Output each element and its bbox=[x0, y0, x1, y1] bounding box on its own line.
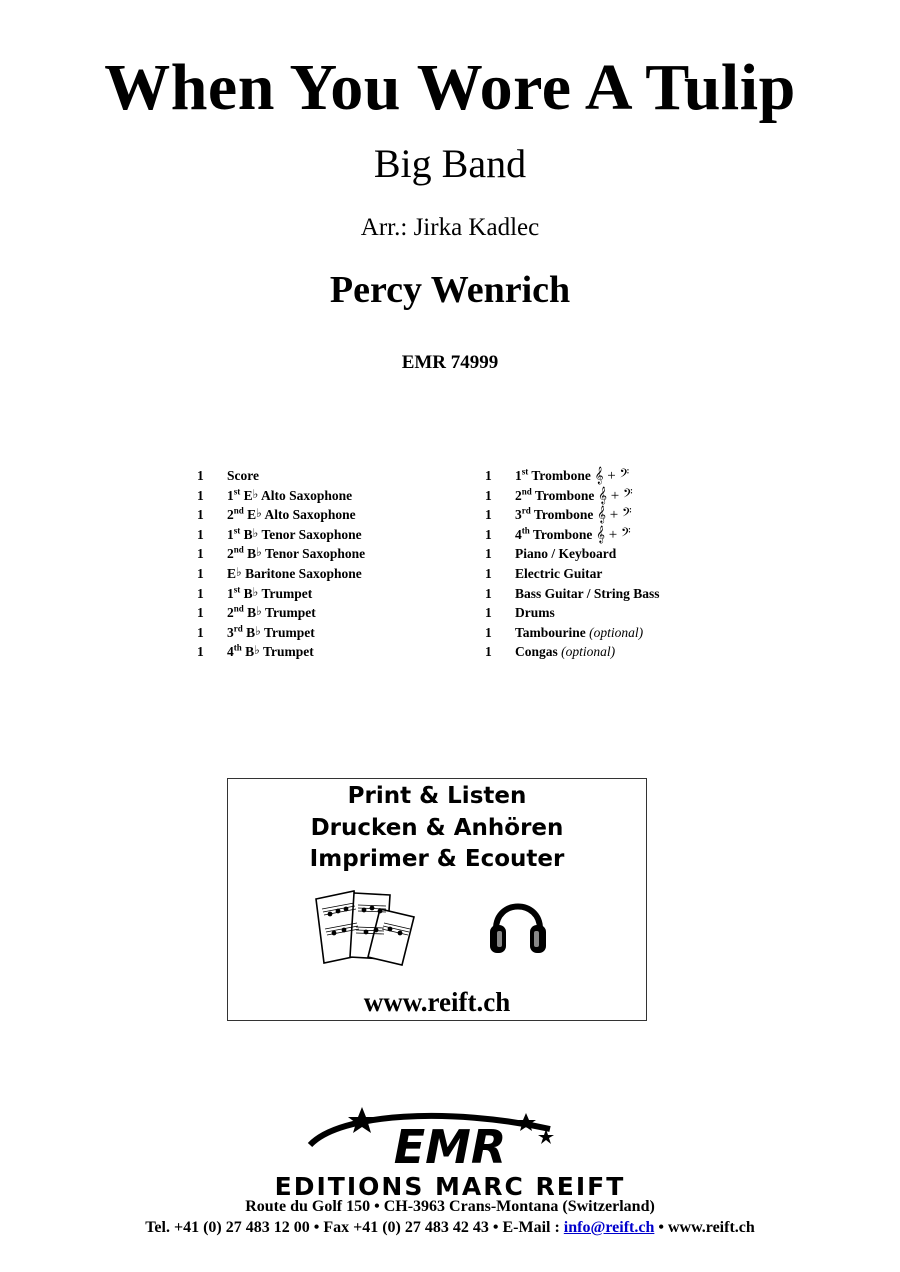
instrument-quantity: 1 bbox=[485, 644, 492, 660]
composer-name: Percy Wenrich bbox=[329, 269, 571, 311]
instrument-quantity: 1 bbox=[197, 565, 204, 581]
instrument-name: 1st Trombone 𝄞 + 𝄢 bbox=[515, 466, 630, 484]
instrument-quantity: 1 bbox=[485, 605, 492, 621]
instrument-name: Piano / Keyboard bbox=[515, 546, 617, 562]
instrument-name: 2nd B♭ Tenor Saxophone bbox=[227, 544, 366, 562]
clef-icons: 𝄞 + 𝄢 bbox=[592, 526, 631, 543]
promo-line-english: Print & Listen bbox=[347, 783, 527, 809]
publisher-contact bbox=[0, 1219, 900, 1237]
instrument-name: 2nd E♭ Alto Saxophone bbox=[227, 505, 356, 523]
instrument-quantity: 1 bbox=[485, 546, 492, 562]
instrument-name: Congas (optional) bbox=[515, 644, 616, 660]
instrument-name: 2nd Trombone 𝄞 + 𝄢 bbox=[515, 486, 633, 504]
instrument-name: 1st E♭ Alto Saxophone bbox=[227, 486, 353, 503]
promo-line-french: Imprimer & Ecouter bbox=[309, 846, 565, 872]
instrument-quantity: 1 bbox=[197, 585, 204, 601]
instrument-name: Score bbox=[227, 468, 259, 483]
clef-icons: 𝄞 + 𝄢 bbox=[593, 507, 632, 524]
instrument-name: 1st B♭ Trumpet bbox=[227, 584, 313, 601]
arranger-credit: Arr.: Jirka Kadlec bbox=[360, 214, 540, 241]
instrument-name: 2nd B♭ Trumpet bbox=[227, 603, 316, 621]
emr-logo-text: EMR bbox=[393, 1120, 507, 1173]
instrument-name: Drums bbox=[515, 605, 555, 621]
emr-logo bbox=[300, 1105, 600, 1173]
instrument-quantity: 1 bbox=[197, 624, 204, 640]
catalog-number: EMR 74999 bbox=[401, 352, 499, 373]
instrument-name: E♭ Baritone Saxophone bbox=[227, 564, 362, 581]
instrument-quantity: 1 bbox=[197, 644, 204, 660]
clef-icons: 𝄞 + 𝄢 bbox=[590, 468, 630, 484]
promo-line-german: Drucken & Anhören bbox=[310, 815, 564, 841]
instrument-quantity: 1 bbox=[197, 507, 204, 523]
contact-website: • www.reift.ch bbox=[654, 1219, 755, 1236]
email-link[interactable]: info@reift.ch bbox=[563, 1219, 655, 1236]
promo-website[interactable]: www.reift.ch bbox=[363, 987, 511, 1017]
clef-icons: 𝄞 + 𝄢 bbox=[594, 487, 633, 504]
instrument-quantity: 1 bbox=[197, 487, 204, 503]
instrument-quantity: 1 bbox=[485, 624, 492, 640]
instrument-name: Tambourine (optional) bbox=[515, 624, 644, 640]
sheet-music-icon bbox=[310, 887, 420, 967]
instrument-name: 4th B♭ Trumpet bbox=[227, 642, 314, 660]
instrument-name: 1st B♭ Tenor Saxophone bbox=[227, 525, 362, 542]
headphones-icon bbox=[488, 889, 548, 959]
instrument-name: 3rd Trombone 𝄞 + 𝄢 bbox=[515, 505, 632, 524]
contact-phone-fax: Tel. +41 (0) 27 483 12 00 • Fax +41 (0) 27 483 42 43 • E-Mail : bbox=[145, 1219, 564, 1236]
print-listen-box bbox=[227, 778, 647, 1021]
instrument-quantity: 1 bbox=[197, 468, 204, 483]
instrument-quantity: 1 bbox=[485, 507, 492, 523]
instrument-quantity: 1 bbox=[485, 565, 492, 581]
instrument-quantity: 1 bbox=[485, 585, 492, 601]
instrument-name: Electric Guitar bbox=[515, 565, 603, 581]
instrument-quantity: 1 bbox=[485, 526, 492, 542]
instrument-name: Bass Guitar / String Bass bbox=[515, 585, 660, 601]
piece-title: When You Wore A Tulip bbox=[104, 51, 796, 124]
ensemble-subtitle: Big Band bbox=[373, 141, 527, 186]
publisher-name: EDITIONS MARC REIFT bbox=[274, 1172, 626, 1201]
instrument-quantity: 1 bbox=[485, 487, 492, 503]
instrument-quantity: 1 bbox=[485, 468, 492, 483]
instrument-quantity: 1 bbox=[197, 605, 204, 621]
publisher-address: Route du Golf 150 • CH-3963 Crans-Montana (Switzerland) bbox=[245, 1198, 655, 1215]
instrument-name: 4th Trombone 𝄞 + 𝄢 bbox=[515, 525, 631, 543]
instrument-quantity: 1 bbox=[197, 526, 204, 542]
instrument-quantity: 1 bbox=[197, 546, 204, 562]
instrument-name: 3rd B♭ Trumpet bbox=[227, 623, 315, 640]
